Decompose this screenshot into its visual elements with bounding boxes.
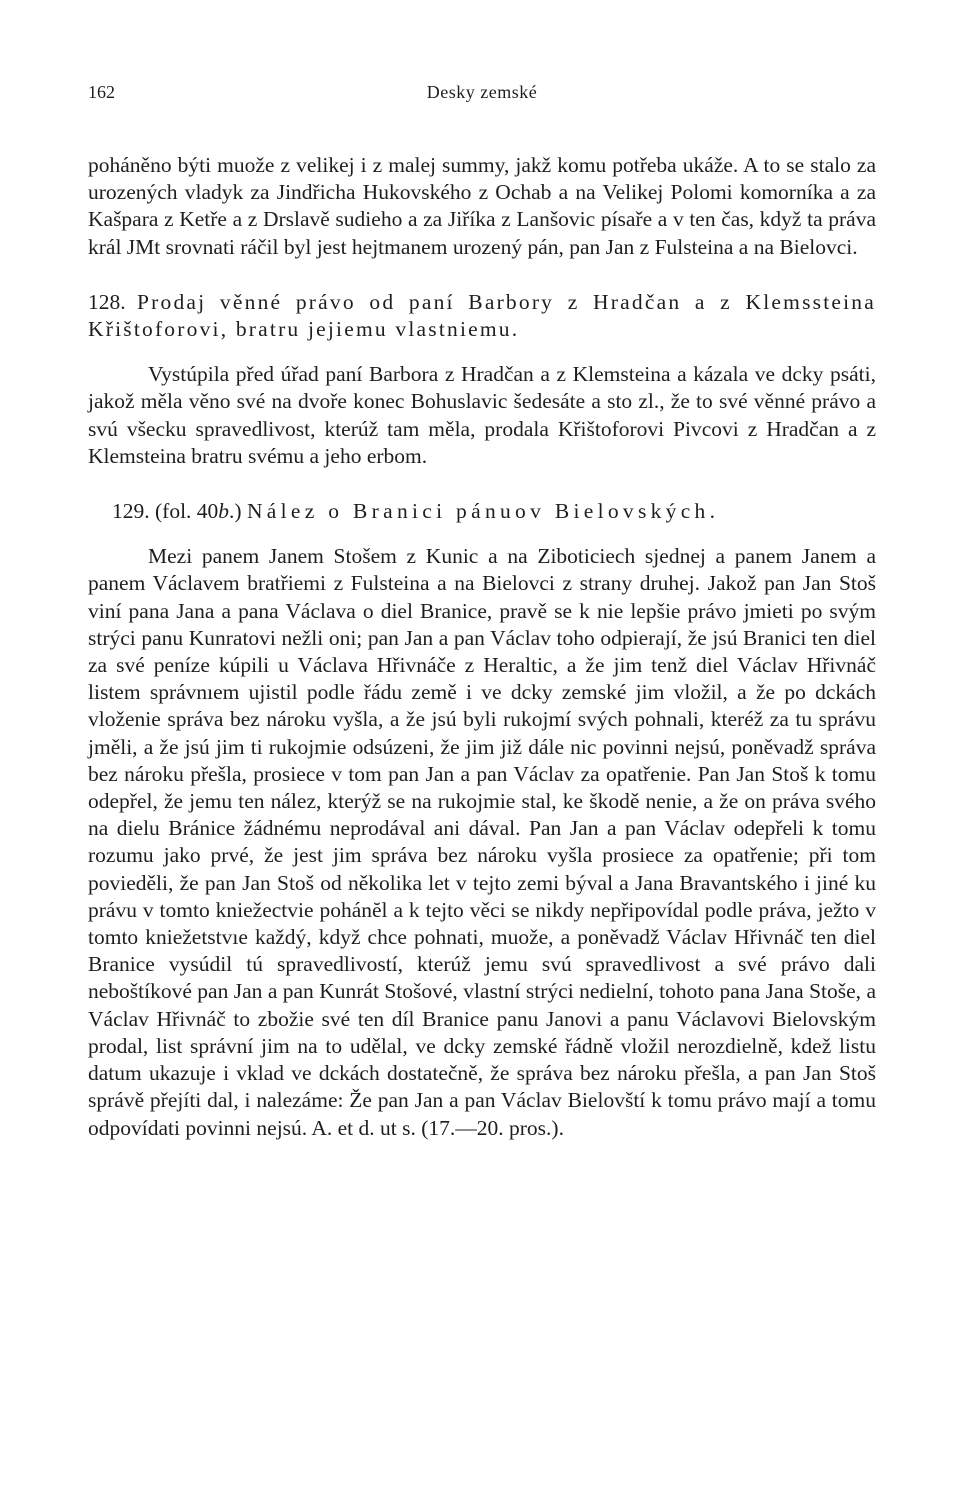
paragraph-section-129: Mezi panem Janem Stošem z Kunic a na Ziboticiech sjednej a panem Janem a panem Václavem bratřiemi z Fulsteina a na Bielovci z strany druhej. Jakož pan Jan Stoš viní pana Jana a pana Václava o diel Branice, pravě se k nie lepšie právo jmieti po svým strýci panu Kunratovi nežli oni; pan Jan a pan Václav toho odpierají, že jsú Branici ten diel za své peníze kúpili u Václava Hřivnáče z Heraltic, a že jim tenž diel Václav Hřivnáč listem správnıem ujistil podle řádu země i ve dcky zemské jim vložil, a že po dckách vloženie správa bez nároku vyšla, a že jsú byli rukojmí svých pohnali, kteréž za tu správu jměli, a že jsú jim ti rukojmie odsúzeni, že jim již dále nic povinni nejsú, poněvadž správa bez nároku přešla, prosiece v tom pan Jan a pan Václav za opatřenie. Pan Jan Stoš k tomu odepřel, že jemu ten nález, kterýž se na rukojmie stal, ke škodě nenie, a že on práva svého na dielu Bránice žádnému neprodával ani dával. Pan Jan a pan Václav odepřeli k tomu rozumu jako prvé, že jest jim správa bez nároku vyšla prosiece za opatřenie; při tom povieděli, že pan Jan Stoš od několika let v tejto zemi býval a Jana Bravantského i jiné ku právu v tomto kniežectvie pohánĕl a k tejto věci se nikdy nepřipovídal podle práva, ježto v tomto kniežetstvıe každý, když chce pohnati, muože, a poněvadž Václav Hřivnáč ten diel Branice vysúdil tú spravedlivostí, kterúž jemu svú spravedlivost a své právo dali neboštíkové pan Jan a pan Kunrát Stošové, vlastní strýci nedielní, tohoto pana Jana Stoše, a Václav Hřivnáč to zbožie své ten díl Branice panu Janovi a panu Václavovi Bielovským prodal, list správní jim na to udělal, ve dcky zemské řádně vložil nerozdielně, kdež listu datum ukazuje i vklad ve dckách dostatečně, že správa bez nároku přešla, a pan Jan Stoš správě přejíti dal, i nalezáme: Že pan Jan a pan Václav Bielovští k tomu právo mají a tomu odpovídati povinni nejsú. A. et d. ut s. (17.—20. pros.). — [88, 544, 876, 1140]
paragraph-continuation: poháněno býti muože z velikej i z malej summy, jakž komu potřeba ukáže. A to se stalo za urozených vladyk za Jindřicha Hukovského z Ochab a na Velikej Polomi komorníka a za Kašpara z Ketře a z Drslavě sudieho a za Jiříka z Lanšovic písaře a v ten čas, když ta práva král JMt srovnati ráčil byl jest hejtmanem urozený pán, pan Jan z Fulsteina a na Bielovci. — [88, 153, 876, 259]
section-title: Nález o Branici pánuov Bielovských. — [246, 499, 720, 524]
body-text — [88, 152, 876, 1142]
running-head — [88, 82, 876, 116]
folio-open: (fol. 40 — [155, 499, 219, 524]
folio-side: b — [218, 499, 230, 524]
section-heading-128 — [88, 289, 876, 343]
folio-close: .) — [229, 499, 242, 524]
paragraph-section-128: Vystúpila před úřad paní Barbora z Hradčan a z Klemsteina a kázala ve dcky psáti, jakož měla věno své na dvoře konec Bohuslavic šedesáte a sto zl., že to své věnné právo a svú všecku spravedlivost, kterúž tam měla, prodala Křištoforovi Pivcovi z Hradčan a z Klemsteina bratru svému a jeho erbom. — [88, 362, 876, 468]
section-number: 128. — [88, 289, 126, 314]
page-number: 162 — [88, 82, 115, 102]
running-title: Desky zemské — [426, 82, 538, 102]
folio-reference — [155, 499, 242, 523]
section-heading-129 — [88, 498, 876, 525]
section-title: Prodaj věnné právo od paní Barbory z Hradčan a z Klemssteina Křištoforovi, bratru jejiemu vlastniemu. — [88, 289, 876, 342]
document-page — [88, 82, 876, 1142]
section-number: 129. — [112, 499, 150, 524]
